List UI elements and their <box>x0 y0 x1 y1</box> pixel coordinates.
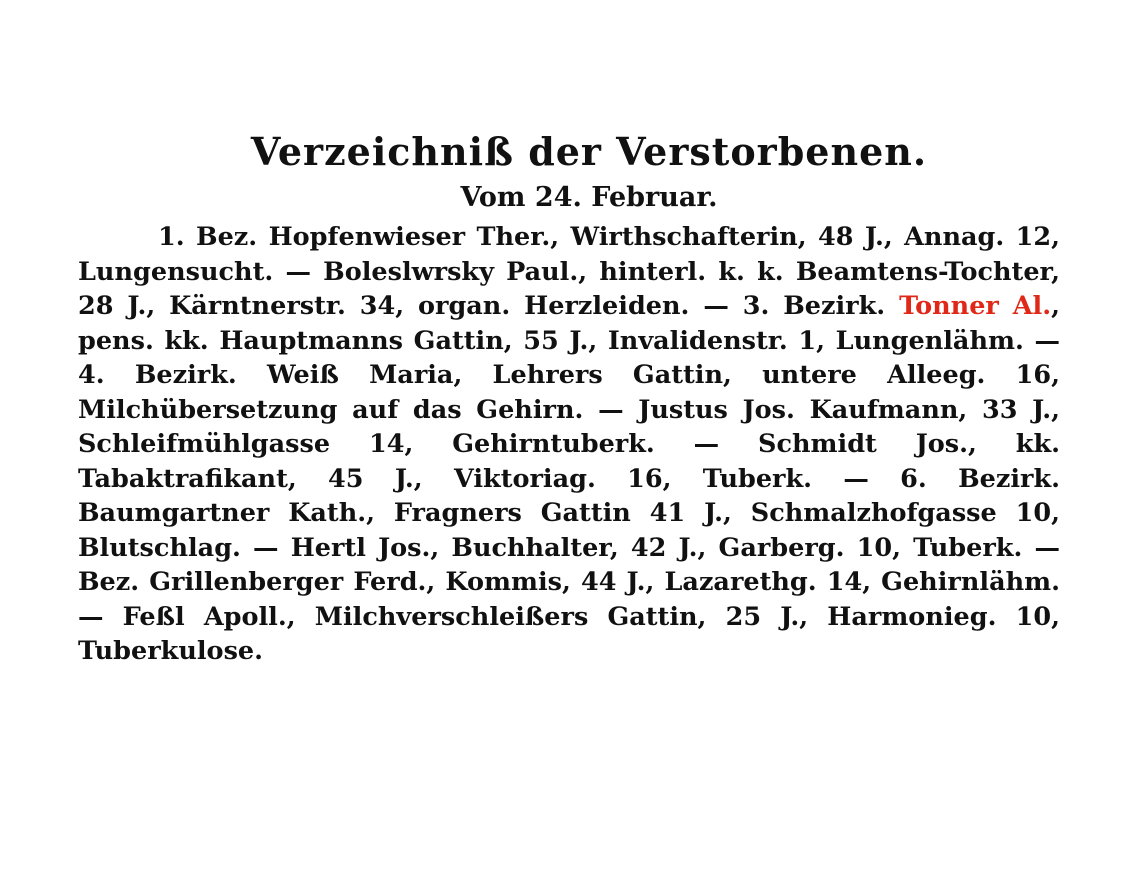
date-subtitle: Vom 24. Februar. <box>460 182 718 213</box>
highlighted-name: Tonner Al. <box>899 291 1052 321</box>
obituary-list-text <box>78 220 1060 669</box>
obituary-text-part-1: 1. Bez. Hopfenwieser Ther., Wirthschafterin, 48 J., Annag. 12, Lungensucht. — Boleslwrsky Paul., hinterl. k. k. Beamtens-Tochter, 28 J., Kärntnerstr. 34, organ. Herzleiden. — 3. Bezirk. <box>78 222 1060 321</box>
newspaper-clipping <box>78 128 1060 669</box>
obituary-text-part-2: , pens. kk. Hauptmanns Gattin, 55 J., Invalidenstr. 1, Lungenlähm. — 4. Bezirk. Weiß Maria, Lehrers Gattin, untere Alleeg. 16, Milchübersetzung auf das Gehirn. — Justus Jos. Kaufmann, 33 J., Schleifmühlgasse 14, Gehirntuberk. — Schmidt Jos., kk. Tabaktrafikant, 45 J., Viktoriag. 16, Tuberk. — 6. Bezirk. Baumgartner Kath., Fragners Gattin 41 J., Schmalzhofgasse 10, Blutschlag. — Hertl Jos., Buchhalter, 42 J., Garberg. 10, Tuberk. — Bez. Grillenberger Ferd., Kommis, 44 J., Lazarethg. 14, Gehirnlähm. — Feßl Apoll., Milchverschleißers Gattin, 25 J., Harmonieg. 10, Tuberkulose. <box>78 291 1060 666</box>
page-title: Verzeichniß der Verstorbenen. <box>250 129 928 174</box>
